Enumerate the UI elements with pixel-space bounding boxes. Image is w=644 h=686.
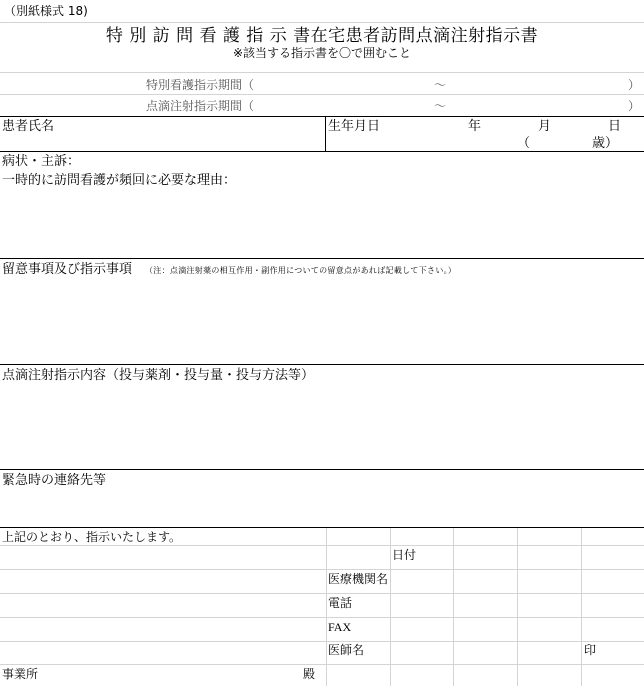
page-title: 特 別 訪 問 看 護 指 示 書在宅患者訪問点滴注射指示書 xyxy=(105,26,539,46)
emergency-contact-label: 緊急時の連絡先等 xyxy=(2,473,107,488)
special-nursing-period-label: 特別看護指示期間（ xyxy=(146,78,255,92)
section-border xyxy=(0,364,644,365)
instruction-statement: 上記のとおり、指示いたします。 xyxy=(2,530,182,544)
dob-year: 年 xyxy=(468,119,482,134)
dob-day: 日 xyxy=(608,119,622,134)
page-subtitle: ※該当する指示書を〇で囲むこと xyxy=(232,46,412,60)
grid-line xyxy=(0,545,644,546)
grid-line xyxy=(0,664,644,665)
office-label: 事業所 xyxy=(2,667,39,681)
doctor-name-label: 医師名 xyxy=(328,643,365,657)
grid-line xyxy=(0,72,644,73)
section-border xyxy=(0,116,644,117)
period-tilde: ～ xyxy=(434,99,447,113)
condition-label: 病状・主訴： xyxy=(2,154,81,169)
grid-line xyxy=(0,569,644,570)
period-close: ） xyxy=(628,78,641,92)
grid-line xyxy=(581,527,582,686)
grid-line xyxy=(453,527,454,686)
period-close: ） xyxy=(628,99,641,113)
institution-label: 医療機関名 xyxy=(328,572,389,586)
fax-label: FAX xyxy=(328,620,352,634)
seal-label: 印 xyxy=(584,643,597,657)
period-tilde: ～ xyxy=(434,78,447,92)
grid-line xyxy=(0,641,644,642)
age-open-paren: （ xyxy=(517,136,531,151)
notes-label: 留意事項及び指示事項 xyxy=(2,262,133,277)
grid-line xyxy=(0,593,644,594)
patient-name-label: 患者氏名 xyxy=(2,119,55,134)
section-border xyxy=(0,258,644,259)
section-border xyxy=(0,469,644,470)
notes-hint: （注：点滴注射薬の相互作用・副作用についての留意点があれば記載して下さい。） xyxy=(145,266,457,275)
age-close: 歳） xyxy=(592,136,619,151)
addressee-honorific: 殿 xyxy=(303,667,316,681)
date-of-birth-label: 生年月日 xyxy=(328,119,381,134)
date-label: 日付 xyxy=(392,548,417,562)
grid-line xyxy=(0,617,644,618)
grid-line xyxy=(517,527,518,686)
frequent-visit-reason-label: 一時的に訪問看護が頻回に必要な理由： xyxy=(2,173,237,188)
phone-label: 電話 xyxy=(328,596,353,610)
iv-injection-period-label: 点滴注射指示期間（ xyxy=(146,99,255,113)
grid-line xyxy=(0,22,644,23)
grid-line xyxy=(326,527,327,686)
grid-line xyxy=(390,527,391,686)
section-border xyxy=(325,116,326,151)
form-number: （別紙様式 18) xyxy=(4,4,88,18)
section-border xyxy=(0,527,644,528)
dob-month: 月 xyxy=(538,119,552,134)
iv-instruction-label: 点滴注射指示内容（投与薬剤・投与量・投与方法等） xyxy=(2,368,315,383)
grid-line xyxy=(0,94,644,95)
section-border xyxy=(0,151,644,152)
